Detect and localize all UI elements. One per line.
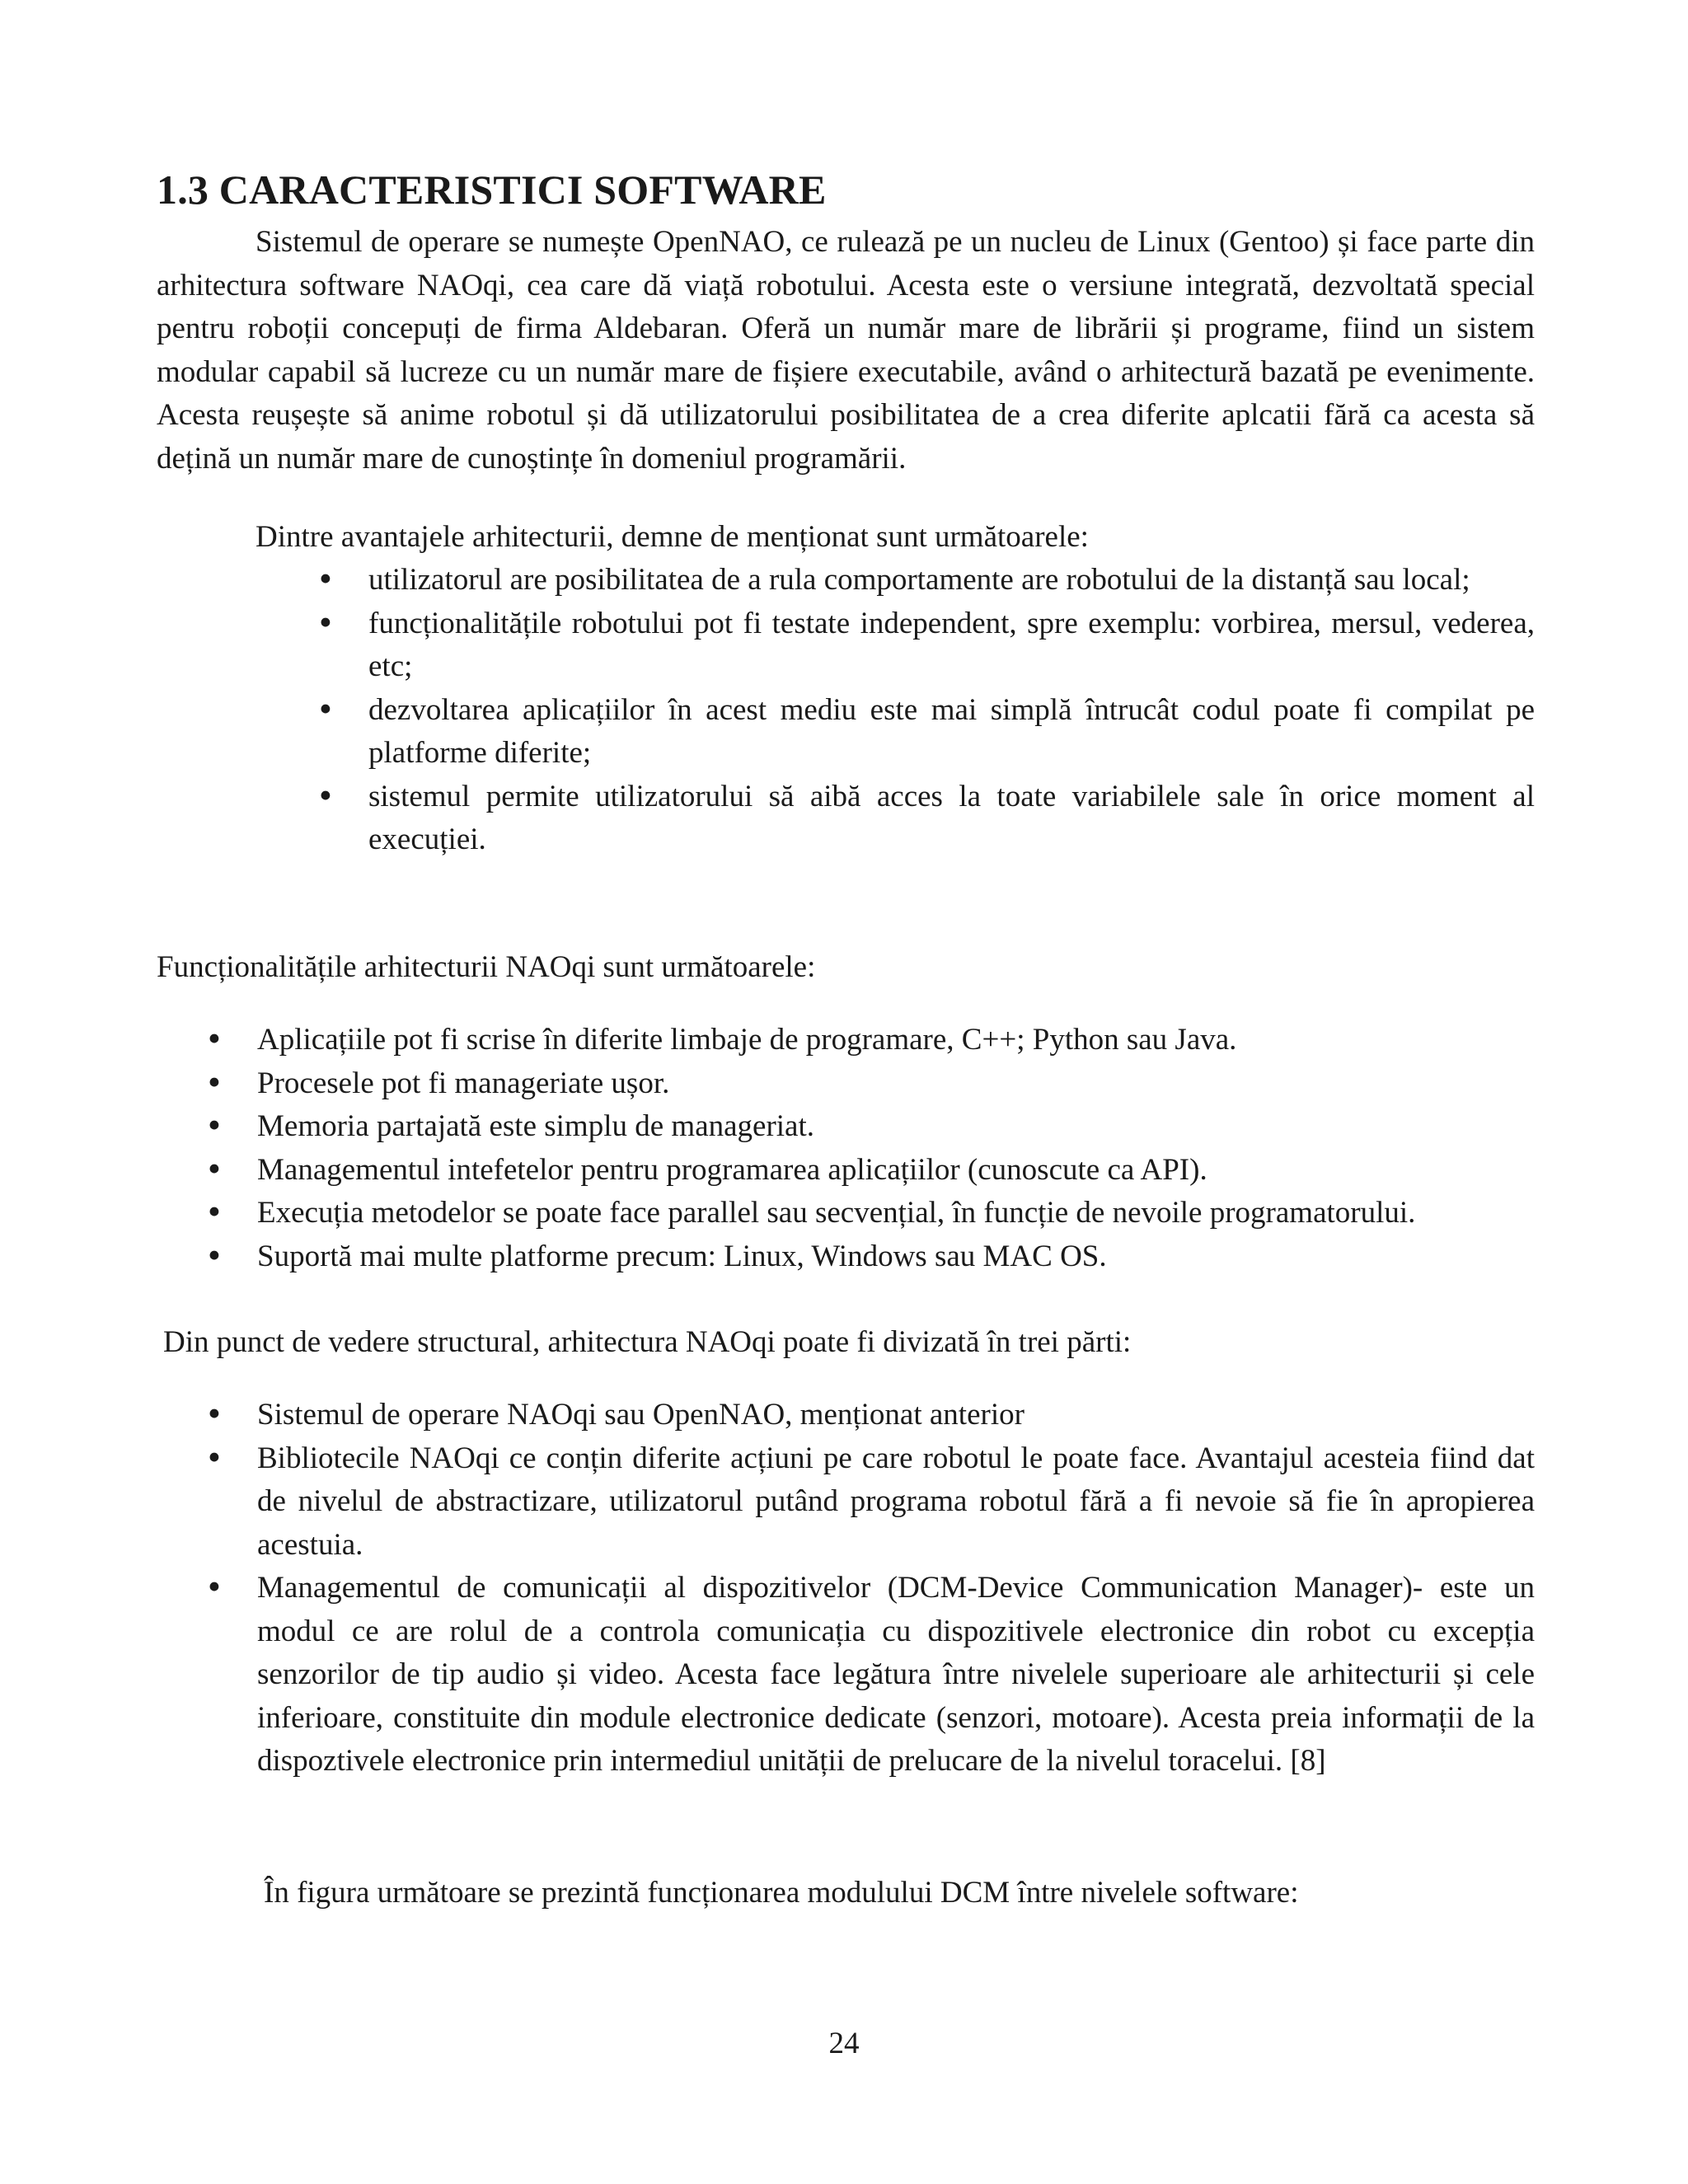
structure-intro: Din punct de vedere structural, arhitectura NAOqi poate fi divizată în trei părti: [163, 1325, 1132, 1359]
list-item-text: Suportă mai multe platforme precum: Linux, Windows sau MAC OS. [257, 1239, 1107, 1273]
list-item [205, 1192, 1535, 1235]
bullet-icon: • [205, 1397, 223, 1432]
bullet-icon: • [205, 1022, 223, 1057]
list-item-text: Memoria partajată este simplu de manageriat. [257, 1109, 815, 1143]
list-item-text: Aplicațiile pot fi scrise în diferite limbaje de programare, C++; Python sau Java. [257, 1023, 1237, 1057]
intro-paragraph: Sistemul de operare se numește OpenNAO, ce rulează pe un nucleu de Linux (Gentoo) și face parte din arhitectura software NAOqi, cea care dă viață robotului. Acesta este o versiune integrată, dezvoltată special pentru roboții concepuți de firma Aldebaran. Oferă un număr mare de librării și programe, fiind un sistem modular capabil să lucreze cu un număr mare de fișiere executabile, având o arhitectură bazată pe evenimente. Acesta reușește să anime robotul și dă utilizatorului posibilitatea de a crea diferite aplcatii fără ca acesta să dețină un număr mare de cunoștințe în domeniul programării. [157, 225, 1535, 476]
bullet-icon: • [316, 562, 335, 598]
list-item [205, 1235, 1535, 1279]
list-item [205, 1149, 1535, 1193]
list-item-text: Bibliotecile NAOqi ce conțin diferite acțiuni pe care robotul le poate face. Avantajul acesteia fiind dat de nivelul de abstractizare, utilizatorul putând programa robotul fără a fi nevoie să fie în apropierea acestuia. [257, 1441, 1535, 1562]
functionalities-intro: Funcționalitățile arhitecturii NAOqi sunt următoarele: [157, 950, 816, 984]
list-item-text: funcționalitățile robotului pot fi testate independent, spre exemplu: vorbirea, mersul, vederea, etc; [368, 606, 1535, 683]
bullet-icon: • [205, 1195, 223, 1230]
section-heading: 1.3 CARACTERISTICI SOFTWARE [157, 166, 827, 213]
structure-list [205, 1394, 1535, 1783]
figure-intro: În figura următoare se prezintă funcționarea modulului DCM între nivelele software: [264, 1876, 1299, 1910]
list-item-text: utilizatorul are posibilitatea de a rula comportamente are robotului de la distanță sau local; [368, 563, 1470, 597]
advantages-intro: Dintre avantajele arhitecturii, demne de menționat sunt următoarele: [256, 520, 1089, 554]
list-item [316, 689, 1535, 776]
list-item-text: Execuția metodelor se poate face parallel sau secvențial, în funcție de nevoile programatorului. [257, 1196, 1416, 1230]
bullet-icon: • [316, 605, 335, 641]
bullet-icon: • [205, 1108, 223, 1144]
list-item [205, 1105, 1535, 1149]
list-item [316, 776, 1535, 862]
functionalities-list [205, 1019, 1535, 1278]
list-item [205, 1437, 1535, 1568]
list-item [316, 602, 1535, 689]
list-item [205, 1019, 1535, 1062]
list-item-text: dezvoltarea aplicațiilor în acest mediu este mai simplă întrucât codul poate fi compilat pe platforme diferite; [368, 692, 1535, 770]
page-number: 24 [828, 2027, 860, 2060]
bullet-icon: • [316, 691, 335, 728]
bullet-icon: • [205, 1440, 223, 1476]
list-item-text: sistemul permite utilizatorului să aibă acces la toate variabilele sale în orice moment al execuției. [368, 779, 1535, 856]
list-item [316, 559, 1535, 602]
list-item-text: Procesele pot fi manageriate ușor. [257, 1066, 670, 1100]
advantages-list [316, 559, 1535, 862]
list-item [205, 1394, 1535, 1437]
list-item-text: Managementul de comunicații al dispozitivelor (DCM-Device Communication Manager)- este un modul ce are rolul de a controla comunicația cu dispozitivele electronice din robot cu excepția senzorilor de tip audio și video. Acesta face legătura între nivelele superioare ale arhitecturii și cele inferioare, constituite din module electronice dedicate (senzori, motoare). Acesta preia informații de la dispoztivele electronice prin intermediul unității de prelucare de la nivelul toracelui. [8] [257, 1571, 1535, 1778]
bullet-icon: • [205, 1065, 223, 1101]
bullet-icon: • [205, 1238, 223, 1274]
bullet-icon: • [316, 778, 335, 814]
bullet-icon: • [205, 1570, 223, 1605]
list-item [205, 1567, 1535, 1783]
list-item-text: Managementul intefetelor pentru programarea aplicațiilor (cunoscute ca API). [257, 1152, 1207, 1187]
list-item-text: Sistemul de operare NAOqi sau OpenNAO, menționat anterior [257, 1398, 1025, 1432]
bullet-icon: • [205, 1151, 223, 1188]
list-item [205, 1062, 1535, 1106]
